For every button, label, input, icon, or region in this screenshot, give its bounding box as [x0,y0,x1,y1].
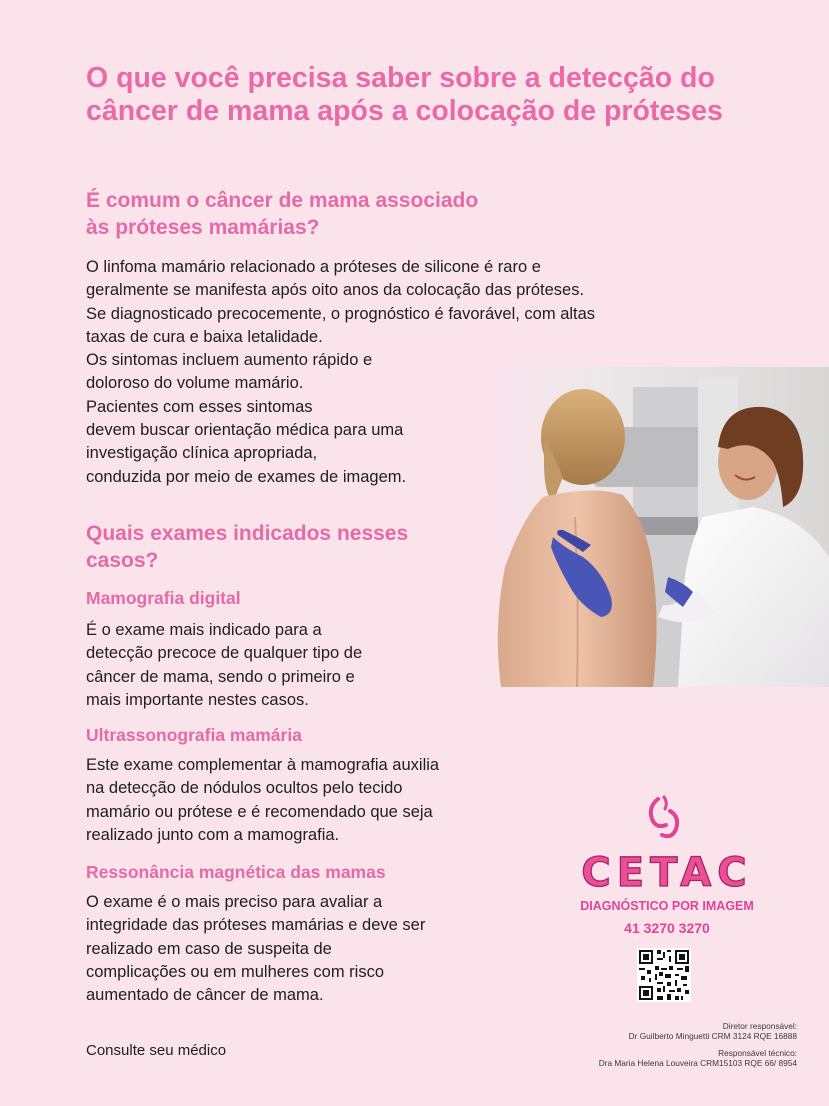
director-name: Dr Guilberto Minguetti CRM 3124 RQE 16888 [628,1031,797,1041]
exam-1-text [86,619,362,712]
text-line: investigação clínica apropriada, [86,444,318,463]
director-credit [629,1021,797,1041]
exam-2-title: Ultrassonografia mamária [86,725,302,745]
brand-name: CETAC [581,850,753,896]
text-line: É o exame mais indicado para a [86,621,322,639]
consult-doctor-note: Consulte seu médico [86,1042,227,1059]
main-title-line-1: O que você precisa saber sobre a detecção do [86,62,715,94]
section-2-heading-line-2: casos? [86,549,159,572]
text-line: realizado junto com a mamografia. [86,825,340,844]
exam-3-title: Ressonância magnética das mamas [86,862,386,882]
text-line: aumentado de câncer de mama. [86,986,324,1005]
mammography-photo [483,367,829,687]
technical-credit [599,1048,797,1068]
exam-2-text [86,754,439,847]
text-line: complicações ou em mulheres com risco [86,962,385,981]
cetac-logo-mark-icon [644,795,684,841]
text-line: detecção precoce de qualquer tipo de [86,644,363,663]
text-line: mais importante nestes casos. [86,690,309,709]
technical-name: Dra Maria Helena Louveira CRM15103 RQE 66/ 8954 [598,1058,797,1068]
section-1-heading [86,187,478,241]
text-line: Se diagnosticado precocemente, o prognóstico é favorável, com altas [86,304,596,323]
text-line: O exame é o mais preciso para avaliar a [86,893,383,911]
text-line: O linfoma mamário relacionado a próteses de silicone é raro e [86,258,541,276]
text-line: na detecção de nódulos ocultos pelo tecido [86,779,403,798]
director-label: Diretor responsável: [722,1021,797,1031]
technical-label: Responsável técnico: [718,1048,797,1058]
section-2-heading-line-1: Quais exames indicados nesses [86,522,409,545]
section-2-heading [86,520,408,574]
text-line: integridade das próteses mamárias e deve ser [86,916,426,935]
text-line: geralmente se manifesta após oito anos da colocação das próteses. [86,281,585,300]
text-line: conduzida por meio de exames de imagem. [86,467,407,486]
mammography-photo-illustration [483,367,829,687]
phone-number: 41 3270 3270 [624,920,710,936]
qr-code-icon [637,948,691,1002]
text-line: Este exame complementar à mamografia auxilia [86,756,440,774]
text-line: realizado em caso de suspeita de [86,939,332,958]
exam-1-title: Mamografia digital [86,588,241,608]
exam-3-text [86,891,425,1007]
section-1-heading-line-1: É comum o câncer de mama associado [86,189,479,212]
text-line: devem buscar orientação médica para uma [86,421,404,440]
main-title [86,62,786,128]
main-title-line-2: câncer de mama após a colocação de próteses [86,95,723,127]
text-line: taxas de cura e baixa letalidade. [86,327,323,346]
text-line: doloroso do volume mamário. [86,374,304,393]
text-line: câncer de mama, sendo o primeiro e [86,667,355,686]
text-line: mamário ou prótese e é recomendado que seja [86,802,433,821]
text-line: Pacientes com esses sintomas [86,397,313,416]
text-line: Os sintomas incluem aumento rápido e [86,351,373,370]
section-1-heading-line-2: às próteses mamárias? [86,216,320,239]
brand-tagline: DIAGNÓSTICO POR IMAGEM [580,899,754,913]
